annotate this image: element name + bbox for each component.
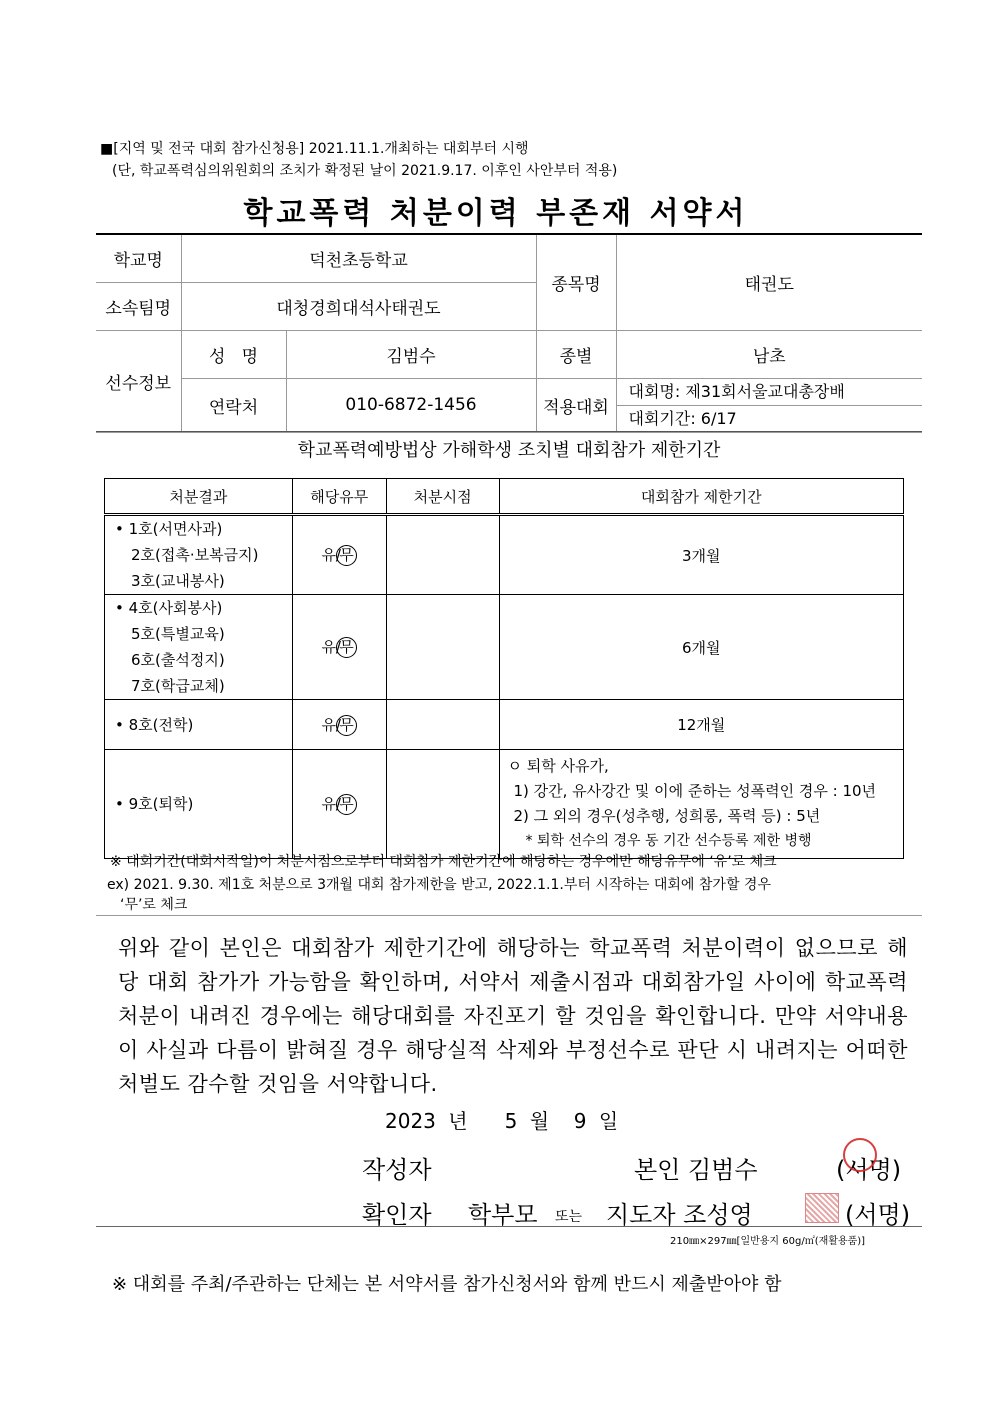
item-3: 3호(교내봉사) xyxy=(131,572,225,590)
school-label: 학교명 xyxy=(96,234,181,282)
writer-label: 작성자 xyxy=(362,1156,432,1184)
item-8: • 8호(전학) xyxy=(115,715,194,734)
confirmer-signature[interactable]: (서명) xyxy=(845,1201,911,1229)
col-header-result: 처분결과 xyxy=(105,479,293,515)
sign-open: ( xyxy=(836,1156,846,1184)
contact-value: 010-6872-1456 xyxy=(286,378,536,432)
table-row xyxy=(105,700,904,750)
paper-spec: 210㎜×297㎜[일반용지 60g/㎡(재활용품)] xyxy=(670,1236,866,1247)
table-row xyxy=(105,515,904,595)
expulsion-notes xyxy=(499,750,904,859)
item-9: • 9호(퇴학) xyxy=(115,795,194,813)
sanction-date-cell[interactable] xyxy=(386,595,499,700)
sanction-table xyxy=(104,478,904,859)
period-value: 12개월 xyxy=(499,700,904,750)
school-value: 덕천초등학교 xyxy=(181,234,536,282)
competition-label: 적용대회 xyxy=(536,378,616,432)
item-7: 7호(학급교체) xyxy=(131,677,225,695)
writer-name: 본인 김범수 xyxy=(634,1156,758,1184)
sanction-date-cell[interactable] xyxy=(386,515,499,595)
applicable-checkbox[interactable] xyxy=(292,515,386,595)
expulsion-note-0: ㅇ 퇴학 사유가, xyxy=(507,757,609,775)
team-value: 대청경희대석사태권도 xyxy=(181,282,536,330)
item-5: 5호(특별교육) xyxy=(131,625,225,643)
header-line-2: (단, 학교폭력심의위원회의 조치가 확정된 날이 2021.9.17. 이후인 사안부터 적용) xyxy=(112,163,618,179)
period-value: 3개월 xyxy=(499,515,904,595)
col-header-applicable: 해당유무 xyxy=(292,479,386,515)
restriction-subtitle: 학교폭력예방법상 가해학생 조치별 대회참가 제한기간 xyxy=(297,440,721,461)
confirmer-or: 또는 xyxy=(555,1209,583,1225)
item-2: 2호(접촉·보복금지) xyxy=(131,546,259,564)
yes-option: 유/ xyxy=(321,715,341,734)
contact-label: 연락처 xyxy=(181,378,286,432)
applicable-checkbox[interactable] xyxy=(292,750,386,859)
competition-period: 대회기간: 6/17 xyxy=(628,408,737,428)
note-2: ex) 2021. 9.30. 제1호 처분으로 3개월 대회 참가제한을 받고, 2022.1.1.부터 시작하는 대회에 참가할 경우 xyxy=(107,877,771,893)
footer-note: ※ 대회를 주최/주관하는 단체는 본 서약서를 참가신청서와 함께 반드시 제출받아야 함 xyxy=(112,1274,782,1295)
note-1: ※ 대회기간(대회시작일)이 처분시점으로부터 대회참가 제한기간에 해당하는 경우에만 해당유무에 ‘유’로 체크 xyxy=(110,854,777,870)
item-6: 6호(출석정지) xyxy=(131,651,225,669)
applicable-checkbox[interactable] xyxy=(292,595,386,700)
name-value: 김범수 xyxy=(286,330,536,378)
confirmer-label: 확인자 xyxy=(362,1201,432,1229)
event-value: 태권도 xyxy=(616,234,922,330)
expulsion-note-3: * 퇴학 선수의 경우 동 기간 선수등록 제한 병행 xyxy=(525,833,812,849)
no-option-circled: 무 xyxy=(336,637,357,658)
no-option-circled: 무 xyxy=(336,715,357,736)
no-option-circled: 무 xyxy=(336,794,357,815)
applicable-checkbox[interactable] xyxy=(292,700,386,750)
header-line-1: ■[지역 및 전국 대회 참가신청용] 2021.11.1.개최하는 대회부터 시행 xyxy=(100,141,529,157)
table-row xyxy=(105,750,904,859)
category-value: 남초 xyxy=(616,330,922,378)
col-header-period: 대회참가 제한기간 xyxy=(499,479,904,515)
team-label: 소속팀명 xyxy=(96,282,181,330)
info-table xyxy=(96,233,922,433)
yes-option: 유/ xyxy=(321,795,341,813)
athlete-label: 선수정보 xyxy=(96,330,181,432)
sanction-date-cell[interactable] xyxy=(386,750,499,859)
event-label: 종목명 xyxy=(536,234,616,330)
col-header-date: 처분시점 xyxy=(386,479,499,515)
yes-option: 유/ xyxy=(321,546,341,564)
expulsion-note-1: 1) 강간, 유사강간 및 이에 준하는 성폭력인 경우 : 10년 xyxy=(513,782,877,800)
table-row xyxy=(105,595,904,700)
item-1: • 1호(서면사과) xyxy=(115,520,223,538)
category-label: 종별 xyxy=(536,330,616,378)
period-value: 6개월 xyxy=(499,595,904,700)
signing-date: 2023 년 5 월 9 일 xyxy=(385,1109,619,1133)
document-title: 학교폭력 처분이력 부존재 서약서 xyxy=(243,196,749,231)
confirmer-parent: 학부모 xyxy=(468,1201,538,1229)
item-4: • 4호(사회봉사) xyxy=(115,599,223,617)
red-signature-stamp-icon xyxy=(843,1138,877,1172)
pledge-text: 위와 같이 본인은 대회참가 제한기간에 해당하는 학교폭력 처분이력이 없으므로 해당 대회 참가가 가능함을 확인하며, 서약서 제출시점과 대회참가일 사이에 학교폭력 처분이 내려진 경우에는 해당대회를 자진포기 할 것임을 확인합니다. 만약 서약내용이 사실과 다름이 밝혀질 경우 해당실적 삭제와 부정선수로 판단 시 내려지는 어떠한 처벌도 감수할 것임을 서약합니다. xyxy=(118,936,908,1096)
competition-name: 대회명: 제31회서울교대총장배 xyxy=(617,379,923,406)
sign-char: 서 xyxy=(845,1156,869,1184)
expulsion-note-2: 2) 그 외의 경우(성추행, 성희롱, 폭력 등) : 5년 xyxy=(513,807,821,825)
confirmer-coach: 지도자 조성영 xyxy=(606,1201,753,1229)
note-3: ‘무’로 체크 xyxy=(120,897,188,913)
no-option-circled: 무 xyxy=(336,545,357,566)
seal-stamp-icon xyxy=(805,1193,839,1223)
sign-close: 명) xyxy=(868,1156,902,1184)
name-label: 성 명 xyxy=(181,330,286,378)
yes-option: 유/ xyxy=(321,638,341,656)
sanction-date-cell[interactable] xyxy=(386,700,499,750)
